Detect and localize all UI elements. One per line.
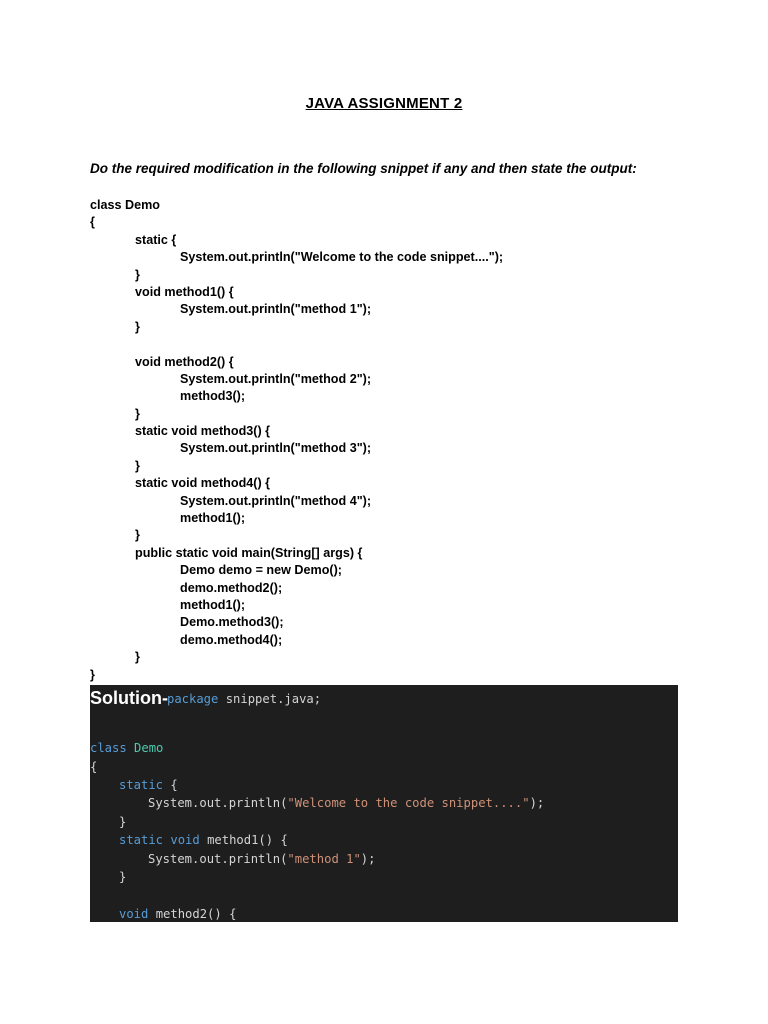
code-line: { bbox=[90, 215, 95, 230]
code-line: void method2() { bbox=[135, 354, 234, 369]
keyword: static bbox=[119, 778, 164, 792]
solution-line-class bbox=[90, 741, 163, 755]
solution-line-brace-close: } bbox=[119, 870, 127, 884]
page-title: JAVA ASSIGNMENT 2 bbox=[305, 95, 463, 112]
solution-line-println-welcome bbox=[148, 796, 544, 810]
code-text: method1() { bbox=[199, 833, 288, 847]
code-text: { bbox=[163, 778, 178, 792]
code-line: method1(); bbox=[180, 511, 246, 526]
code-line: Demo.method3(); bbox=[180, 615, 284, 630]
solution-line-package bbox=[167, 692, 321, 706]
class-name: Demo bbox=[134, 741, 164, 755]
code-line: } bbox=[135, 319, 140, 334]
code-line: static { bbox=[135, 232, 177, 247]
code-line: System.out.println("Welcome to the code snippet...."); bbox=[180, 250, 504, 265]
code-line: } bbox=[135, 528, 140, 543]
code-line: static void method4() { bbox=[135, 476, 271, 491]
code-text: ); bbox=[529, 796, 545, 810]
solution-line-method1 bbox=[119, 833, 288, 847]
solution-line-brace-close: } bbox=[119, 815, 127, 829]
code-line: class Demo bbox=[90, 198, 161, 212]
solution-code-screenshot bbox=[90, 685, 678, 922]
code-line: } bbox=[135, 267, 140, 282]
keyword: static bbox=[119, 833, 164, 847]
code-text: ); bbox=[360, 852, 376, 866]
code-line: } bbox=[135, 406, 140, 421]
code-line: static void method3() { bbox=[135, 424, 271, 439]
instruction-text: Do the required modification in the following snippet if any and then state the output: bbox=[90, 161, 637, 176]
code-text: method2() { bbox=[148, 907, 237, 921]
keyword: void bbox=[170, 833, 200, 847]
code-line: } bbox=[90, 667, 95, 682]
code-line: method3(); bbox=[180, 389, 246, 404]
code-line: method1(); bbox=[180, 597, 246, 612]
code-text: System.out.println( bbox=[148, 852, 288, 866]
code-line: System.out.println("method 3"); bbox=[180, 441, 372, 456]
solution-line-println-method1 bbox=[148, 852, 375, 866]
keyword: package bbox=[167, 692, 219, 706]
code-line: demo.method4(); bbox=[180, 632, 283, 647]
string-literal: "Welcome to the code snippet...." bbox=[287, 796, 530, 810]
code-line: System.out.println("method 4"); bbox=[180, 493, 372, 508]
code-line: } bbox=[135, 458, 140, 473]
code-line: Demo demo = new Demo(); bbox=[180, 563, 342, 578]
solution-line-brace: { bbox=[90, 760, 98, 774]
code-line: demo.method2(); bbox=[180, 580, 283, 595]
code-line: public static void main(String[] args) { bbox=[135, 545, 363, 560]
solution-line-static bbox=[119, 778, 178, 792]
solution-label: Solution- bbox=[90, 688, 168, 708]
code-text: System.out.println( bbox=[148, 796, 288, 810]
code-line: System.out.println("method 2"); bbox=[180, 371, 372, 386]
code-text: snippet.java; bbox=[218, 692, 322, 706]
code-line: void method1() { bbox=[135, 284, 234, 299]
code-snippet bbox=[90, 197, 503, 684]
keyword: void bbox=[119, 907, 149, 921]
code-line: } bbox=[135, 650, 140, 665]
code-blank-line bbox=[90, 336, 503, 353]
keyword: class bbox=[90, 741, 127, 755]
string-literal: "method 1" bbox=[287, 852, 361, 866]
code-line: System.out.println("method 1"); bbox=[180, 302, 372, 317]
solution-line-method2 bbox=[119, 907, 236, 921]
